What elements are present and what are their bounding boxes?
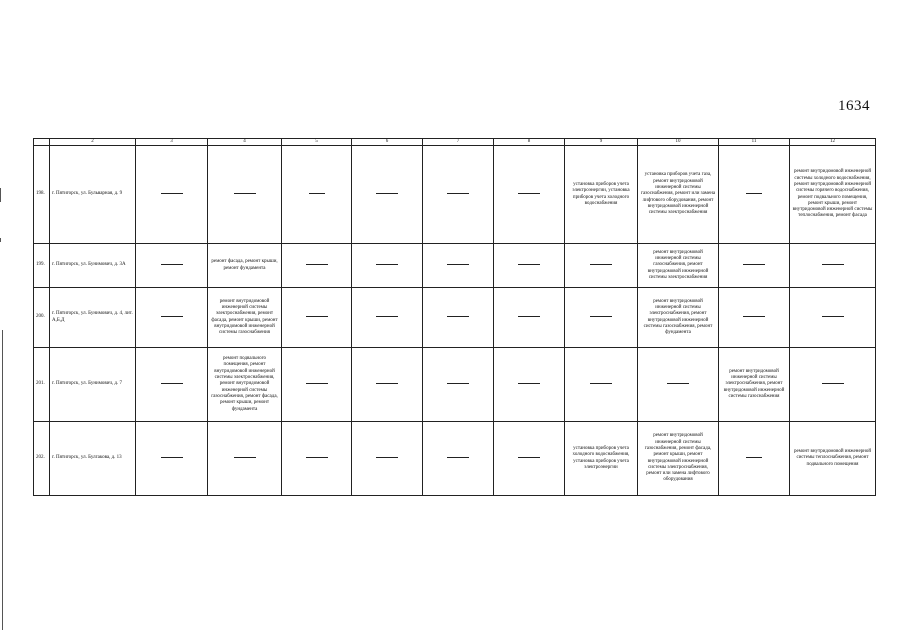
work-cell: установка приборов учета газа, ремонт внутридомовой инженерной системы газоснабжения, ремонт или замена лифтового оборудования, ремонт внутридомовой инженерной системы электроснабжения	[638, 146, 719, 244]
empty-cell	[282, 244, 352, 288]
empty-cell	[638, 348, 719, 422]
empty-cell	[282, 288, 352, 348]
empty-cell	[208, 146, 282, 244]
empty-cell	[494, 146, 565, 244]
work-cell: установка приборов учета холодного водоснабжения, установка приборов учета электроэнергии	[565, 422, 638, 496]
row-address: г. Пятигорск, ул. Бунимович, д. 4, лит. А,Б,Д	[50, 288, 136, 348]
empty-cell	[494, 422, 565, 496]
dash-mark	[518, 457, 540, 458]
dash-mark	[447, 383, 469, 384]
dash-mark	[161, 264, 183, 265]
empty-cell	[790, 348, 876, 422]
work-cell: ремонт внутридомовой инженерной системы холодного водоснабжения, ремонт внутридомовой инженерной системы горячего водоснабжения, ремонт подвального помещения, ремонт крыши, ремонт внутридомовой инженерной системы теплоснабжения, ремонт фасада	[790, 146, 876, 244]
table-row	[34, 288, 876, 348]
row-number: 198.	[34, 146, 50, 244]
dash-mark	[309, 193, 325, 194]
dash-mark	[447, 457, 469, 458]
table-row	[34, 244, 876, 288]
empty-cell	[423, 348, 494, 422]
empty-cell	[136, 288, 208, 348]
empty-cell	[208, 422, 282, 496]
dash-mark	[447, 264, 469, 265]
empty-cell	[282, 146, 352, 244]
dash-mark	[746, 457, 762, 458]
work-cell: ремонт подвального помещения, ремонт внутридомовой инженерной системы электроснабжения, ремонт внутридомовой инженерной системы газоснабжения, ремонт фасада, ремонт крыши, ремонт фундамента	[208, 348, 282, 422]
column-header: 3	[136, 139, 208, 146]
empty-cell	[423, 422, 494, 496]
dash-mark	[822, 383, 844, 384]
empty-cell	[423, 146, 494, 244]
empty-cell	[790, 244, 876, 288]
empty-cell	[719, 422, 790, 496]
column-header: 6	[352, 139, 423, 146]
table-row	[34, 146, 876, 244]
empty-cell	[494, 244, 565, 288]
dash-mark	[161, 383, 183, 384]
empty-cell	[352, 348, 423, 422]
empty-cell	[719, 288, 790, 348]
column-header	[34, 139, 50, 146]
row-address: г. Пятигорск, ул. Бунимович, д. 7	[50, 348, 136, 422]
dash-mark	[518, 383, 540, 384]
row-number: 202.	[34, 422, 50, 496]
empty-cell	[719, 244, 790, 288]
scan-edge-mark	[0, 238, 1, 242]
empty-cell	[423, 288, 494, 348]
empty-cell	[352, 244, 423, 288]
dash-mark	[518, 193, 540, 194]
empty-cell	[352, 422, 423, 496]
dash-mark	[822, 316, 844, 317]
empty-cell	[136, 422, 208, 496]
dash-mark	[234, 193, 256, 194]
work-cell: ремонт внутридомовой инженерной системы электроснабжения, ремонт фасада, ремонт крыши, ремонт внутридомовой инженерной системы газоснабжения	[208, 288, 282, 348]
empty-cell	[790, 288, 876, 348]
column-header: 7	[423, 139, 494, 146]
dash-mark	[447, 316, 469, 317]
dash-mark	[376, 457, 398, 458]
dash-mark	[376, 264, 398, 265]
dash-mark	[743, 264, 765, 265]
column-header: 5	[282, 139, 352, 146]
work-cell: ремонт внутридомовой инженерной системы газоснабжения, ремонт внутридомовой инженерной системы электроснабжения	[638, 244, 719, 288]
column-header: 10	[638, 139, 719, 146]
repair-schedule-table	[33, 138, 876, 496]
work-cell: ремонт внутридомовой инженерной системы теплоснабжения, ремонт подвального помещения	[790, 422, 876, 496]
column-header: 9	[565, 139, 638, 146]
empty-cell	[565, 348, 638, 422]
empty-cell	[136, 244, 208, 288]
empty-cell	[565, 244, 638, 288]
work-cell: ремонт внутридомовой инженерной системы электроснабжения, ремонт внутридомовой инженерной системы газоснабжения	[719, 348, 790, 422]
empty-cell	[352, 146, 423, 244]
row-number: 200.	[34, 288, 50, 348]
dash-mark	[376, 193, 398, 194]
empty-cell	[282, 422, 352, 496]
dash-mark	[518, 316, 540, 317]
empty-cell	[565, 288, 638, 348]
work-cell: установка приборов учета электроэнергии, установка приборов учета холодного водоснабжения	[565, 146, 638, 244]
column-header: 11	[719, 139, 790, 146]
page-number: 1634	[838, 98, 870, 114]
scan-edge-mark	[0, 188, 1, 202]
work-cell: ремонт внутридомовой инженерной системы электроснабжения, ремонт внутридомовой инженерной системы газоснабжения, ремонт фундамента	[638, 288, 719, 348]
row-address: г. Пятигорск, ул. Бунимович, д. 3А	[50, 244, 136, 288]
row-number: 201.	[34, 348, 50, 422]
row-address: г. Пятигорск, ул. Бульварная, д. 9	[50, 146, 136, 244]
empty-cell	[352, 288, 423, 348]
empty-cell	[136, 348, 208, 422]
dash-mark	[306, 316, 328, 317]
work-cell: ремонт внутридомовой инженерной системы газоснабжения, ремонт фасада, ремонт крыши, ремонт внутридомовой инженерной системы электроснабжения, ремонт или замена лифтового оборудования	[638, 422, 719, 496]
row-address: г. Пятигорск, ул. Булгакова, д. 13	[50, 422, 136, 496]
column-header: 12	[790, 139, 876, 146]
dash-mark	[234, 457, 256, 458]
dash-mark	[306, 457, 328, 458]
dash-mark	[590, 383, 612, 384]
dash-mark	[667, 383, 689, 384]
dash-mark	[743, 316, 765, 317]
dash-mark	[518, 264, 540, 265]
empty-cell	[494, 288, 565, 348]
table-row	[34, 422, 876, 496]
dash-mark	[447, 193, 469, 194]
dash-mark	[161, 193, 183, 194]
row-number: 199.	[34, 244, 50, 288]
column-header: 8	[494, 139, 565, 146]
dash-mark	[161, 316, 183, 317]
dash-mark	[590, 264, 612, 265]
dash-mark	[376, 383, 398, 384]
empty-cell	[494, 348, 565, 422]
dash-mark	[306, 264, 328, 265]
dash-mark	[590, 316, 612, 317]
work-cell: ремонт фасада, ремонт крыши, ремонт фундамента	[208, 244, 282, 288]
dash-mark	[161, 457, 183, 458]
column-header: 2	[50, 139, 136, 146]
scan-edge-mark	[2, 330, 3, 630]
column-header: 4	[208, 139, 282, 146]
empty-cell	[423, 244, 494, 288]
empty-cell	[719, 146, 790, 244]
dash-mark	[746, 193, 762, 194]
dash-mark	[822, 264, 844, 265]
empty-cell	[136, 146, 208, 244]
dash-mark	[376, 316, 398, 317]
column-number-row	[34, 139, 876, 146]
table-row	[34, 348, 876, 422]
empty-cell	[282, 348, 352, 422]
dash-mark	[306, 383, 328, 384]
